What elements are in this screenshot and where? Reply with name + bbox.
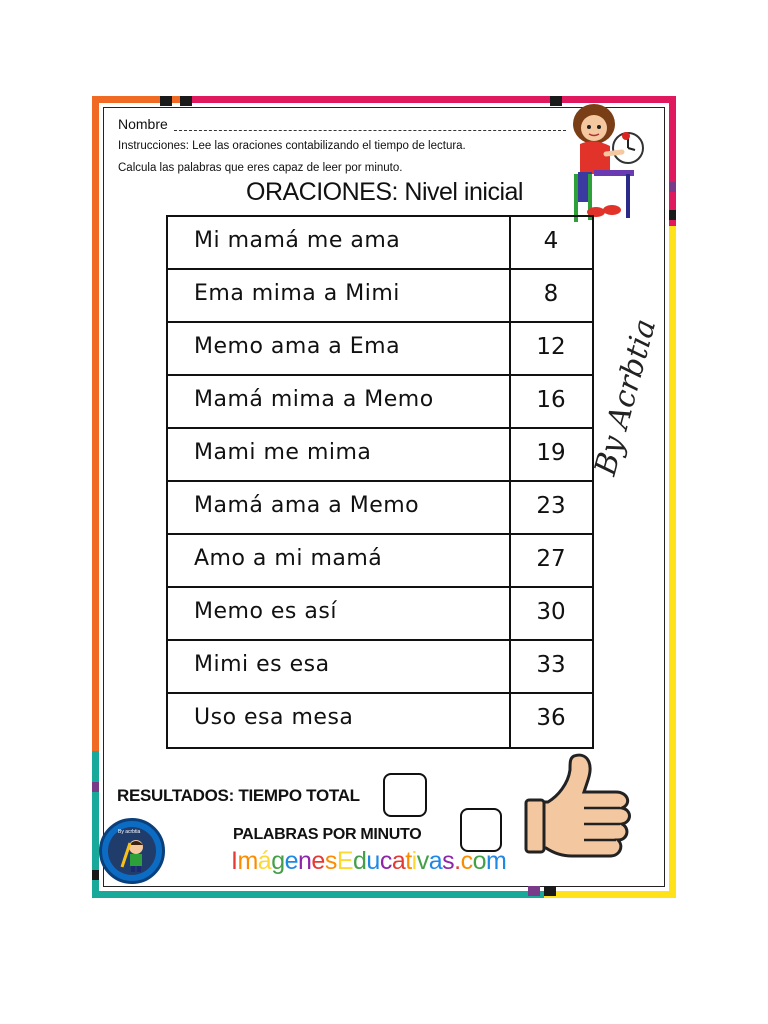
frame-square [160, 96, 172, 106]
table-row [168, 323, 592, 376]
page-title: ORACIONES: Nivel inicial [246, 178, 523, 206]
sentence-cell: Mamá ama a Memo [194, 493, 420, 518]
brand-letter: t [405, 847, 412, 875]
table-row [168, 217, 592, 270]
name-label: Nombre [118, 116, 168, 132]
sentence-cell: Ema mima a Mimi [194, 281, 400, 306]
table-row [168, 429, 592, 482]
brand-letter: á [257, 847, 272, 875]
sentence-cell: Mamá mima a Memo [194, 387, 434, 412]
word-count-cell: 30 [536, 599, 566, 625]
brand-wordmark [231, 847, 506, 876]
sentence-cell: Mimi es esa [194, 652, 330, 677]
brand-letter: g [271, 847, 285, 875]
word-count-cell: 23 [536, 493, 566, 519]
brand-letter: s [324, 847, 337, 875]
brand-letter: e [311, 847, 325, 875]
brand-letter: c [379, 847, 392, 875]
frame-right [669, 226, 676, 898]
frame-bottom-right [544, 891, 676, 898]
brand-letter: u [366, 847, 380, 875]
instruction-line-1: Instrucciones: Lee las oraciones contabilizando el tiempo de lectura. [118, 140, 466, 152]
table-row [168, 376, 592, 429]
reading-table [166, 215, 594, 749]
brand-letter: m [237, 847, 258, 875]
frame-left [92, 96, 99, 751]
frame-square [550, 96, 562, 106]
word-count-cell: 8 [543, 281, 559, 307]
table-row [168, 270, 592, 323]
table-row [168, 535, 592, 588]
table-row [168, 641, 592, 694]
sentence-cell: Memo es así [194, 599, 337, 624]
brand-letter: E [336, 847, 353, 875]
table-row [168, 588, 592, 641]
frame-square [544, 886, 556, 896]
frame-bottom [92, 891, 544, 898]
sentence-cell: Mami me mima [194, 440, 372, 465]
brand-letter: o [472, 847, 486, 875]
instruction-line-2: Calcula las palabras que eres capaz de leer por minuto. [118, 162, 403, 174]
total-time-label: RESULTADOS: TIEMPO TOTAL [117, 786, 360, 805]
author-logo [99, 818, 165, 884]
brand-letter: m [486, 847, 507, 875]
word-count-cell: 12 [536, 334, 566, 360]
frame-square [669, 182, 676, 192]
frame-square [180, 96, 192, 106]
word-count-cell: 33 [536, 652, 566, 678]
brand-letter: v [416, 847, 429, 875]
table-row [168, 694, 592, 747]
student-illustration [566, 100, 656, 224]
name-field[interactable] [174, 130, 566, 131]
frame-right-top [669, 96, 676, 226]
brand-letter: n [298, 847, 312, 875]
sentence-cell: Mi mamá me ama [194, 228, 401, 253]
inner-border-bottom [103, 886, 665, 887]
inner-border-right [664, 107, 665, 887]
frame-square [528, 886, 540, 896]
word-count-cell: 16 [536, 387, 566, 413]
brand-letter: i [411, 847, 417, 875]
word-count-cell: 27 [536, 546, 566, 572]
sentence-cell: Memo ama a Ema [194, 334, 401, 359]
logo-text: By acrbtia [118, 829, 141, 835]
brand-letter: d [353, 847, 367, 875]
frame-square [92, 870, 99, 880]
frame-top [188, 96, 580, 103]
brand-letter: . [454, 847, 461, 875]
author-signature: By Acrbtia [588, 315, 664, 480]
brand-letter: s [442, 847, 455, 875]
word-count-cell: 36 [536, 705, 566, 731]
word-count-cell: 4 [543, 228, 559, 254]
inner-border-left [103, 107, 104, 887]
brand-letter: e [284, 847, 298, 875]
brand-letter: c [460, 847, 473, 875]
frame-top-left [92, 96, 188, 103]
frame-square [92, 782, 99, 792]
total-time-box[interactable] [383, 773, 427, 817]
thumbs-up-illustration [524, 752, 640, 864]
brand-letter: a [428, 847, 443, 875]
brand-letter: a [391, 847, 406, 875]
word-count-cell: 19 [536, 440, 566, 466]
words-per-minute-box[interactable] [460, 808, 502, 852]
boy-with-pencil-icon [118, 837, 152, 873]
brand-letter: I [231, 847, 238, 875]
table-row [168, 482, 592, 535]
words-per-minute-label: PALABRAS POR MINUTO [233, 826, 422, 843]
sentence-cell: Uso esa mesa [194, 705, 354, 730]
sentence-cell: Amo a mi mamá [194, 546, 383, 571]
frame-square [669, 210, 676, 220]
